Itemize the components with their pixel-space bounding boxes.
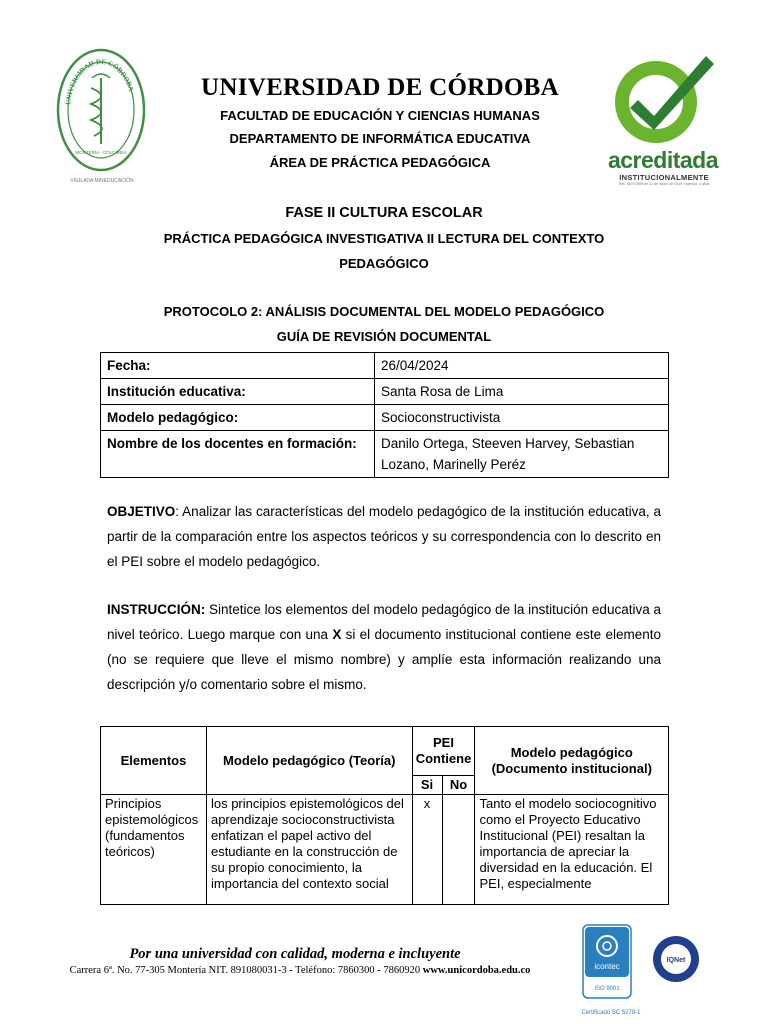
row-si: x — [412, 795, 442, 905]
row-theory: los principios epistemológicos del aprendizaje socioconstructivista enfatizan el papel activo del estudiante en la construcción de su propio conocimiento, la importancia del contexto social — [206, 795, 412, 905]
certificate-number: Certificado SC 5278-1 — [581, 1010, 641, 1016]
table-row — [101, 795, 669, 905]
header-si: Si — [412, 776, 442, 795]
iqnet-label: IQNet — [666, 957, 686, 964]
row-no — [442, 795, 475, 905]
info-table — [100, 352, 669, 478]
footer-slogan: Por una universidad con calidad, moderna e incluyente — [129, 946, 461, 962]
teachers-value — [375, 431, 669, 478]
footer-address — [40, 965, 560, 976]
faculty-line: FACULTAD DE EDUCACIÓN Y CIENCIAS HUMANAS — [220, 108, 540, 123]
row-document: Tanto el modelo sociocognitivo como el Proyecto Educativo Institucional (PEI) resaltan la importancia de apreciar la diversidad en la educación. El PEI, especialmente — [475, 795, 669, 905]
institution-label: Institución educativa: — [101, 379, 375, 405]
instruction-text-a: Sintetice los elementos del modelo pedagógico de la institución educativa a nivel teórico. Luego marque con una — [107, 602, 661, 642]
address-text: Carrera 6ª. No. 77-305 Montería NIT. 891080031-3 - Teléfono: 7860300 - 7860920 — [69, 965, 423, 976]
area-line: ÁREA DE PRÁCTICA PEDAGÓGICA — [269, 155, 491, 170]
header-no: No — [442, 776, 475, 795]
website-link[interactable]: www.unicordoba.edu.co — [422, 965, 531, 976]
iso-label: ISO 9001 — [594, 986, 620, 992]
university-title: UNIVERSIDAD DE CÓRDOBA — [200, 74, 560, 101]
accreditation-fine-print: Res. 6876 2895 de 12 de marzo de 2019, vigencia: 4 años — [618, 182, 710, 186]
header-document: Modelo pedagógico (Documento institucional) — [475, 727, 669, 795]
objective-paragraph — [107, 499, 661, 574]
seal-text: UNIVERSIDAD DE CÓRDOBA — [64, 57, 136, 106]
teachers-line-2: Lozano, Marinelly Peréz — [381, 457, 526, 472]
practice-title-line2: PEDAGÓGICO — [339, 256, 429, 271]
model-value: Socioconstructivista — [375, 405, 669, 431]
practice-title-line1: PRÁCTICA PEDAGÓGICA INVESTIGATIVA II LECTURA DEL CONTEXTO — [163, 231, 605, 246]
header-elements: Elementos — [101, 727, 207, 795]
table-header-row — [101, 727, 669, 776]
date-value: 26/04/2024 — [375, 353, 669, 379]
guide-title: GUÍA DE REVISIÓN DOCUMENTAL — [276, 329, 492, 344]
teachers-line-1: Danilo Ortega, Steeven Harvey, Sebastian — [381, 436, 635, 451]
table-row — [101, 353, 669, 379]
instruction-mark: X — [332, 627, 342, 642]
table-row — [101, 431, 669, 478]
table-row — [101, 379, 669, 405]
objective-text: : Analizar las características del modelo pedagógico de la institución educativa, a partir de la comparación entre los aspectos teóricos y su correspondencia con lo descrito en el PEI sobre el modelo pedagógico. — [107, 504, 661, 569]
icontec-logo — [582, 924, 632, 999]
icontec-label: icontec — [594, 962, 620, 971]
instruction-paragraph — [107, 597, 661, 697]
header-pei: PEI Contiene — [412, 727, 475, 776]
university-seal — [56, 48, 146, 172]
accreditation-subtitle: INSTITUCIONALMENTE — [619, 173, 709, 182]
elements-table — [100, 726, 669, 905]
date-label: Fecha: — [101, 353, 375, 379]
institution-value: Santa Rosa de Lima — [375, 379, 669, 405]
header-theory: Modelo pedagógico (Teoría) — [206, 727, 412, 795]
instruction-label: INSTRUCCIÓN: — [107, 602, 206, 617]
seal-bottom-text: MONTERÍA - COLOMBIA — [75, 150, 127, 155]
objective-label: OBJETIVO — [107, 504, 176, 519]
accreditation-check-icon — [604, 50, 722, 146]
teachers-label: Nombre de los docentes en formación: — [101, 431, 375, 478]
instruction-text-b: si el documento institucional contiene este elemento (no se requiere que lleve el mismo nombre) y amplíe esta información realizando una descripción y/o comentario sobre el mismo. — [107, 627, 661, 692]
department-line: DEPARTAMENTO DE INFORMÁTICA EDUCATIVA — [229, 131, 531, 146]
row-element: Principios epistemológicos (fundamentos teóricos) — [101, 795, 207, 905]
table-row — [101, 405, 669, 431]
seal-caption: VIGILADA MINEDUCACIÓN — [70, 178, 134, 184]
protocol-title: PROTOCOLO 2: ANÁLISIS DOCUMENTAL DEL MODELO PEDAGÓGICO — [163, 304, 605, 319]
model-label: Modelo pedagógico: — [101, 405, 375, 431]
phase-title: FASE II CULTURA ESCOLAR — [285, 205, 483, 221]
accreditation-word: acreditada — [607, 147, 719, 173]
iqnet-logo — [651, 934, 701, 984]
